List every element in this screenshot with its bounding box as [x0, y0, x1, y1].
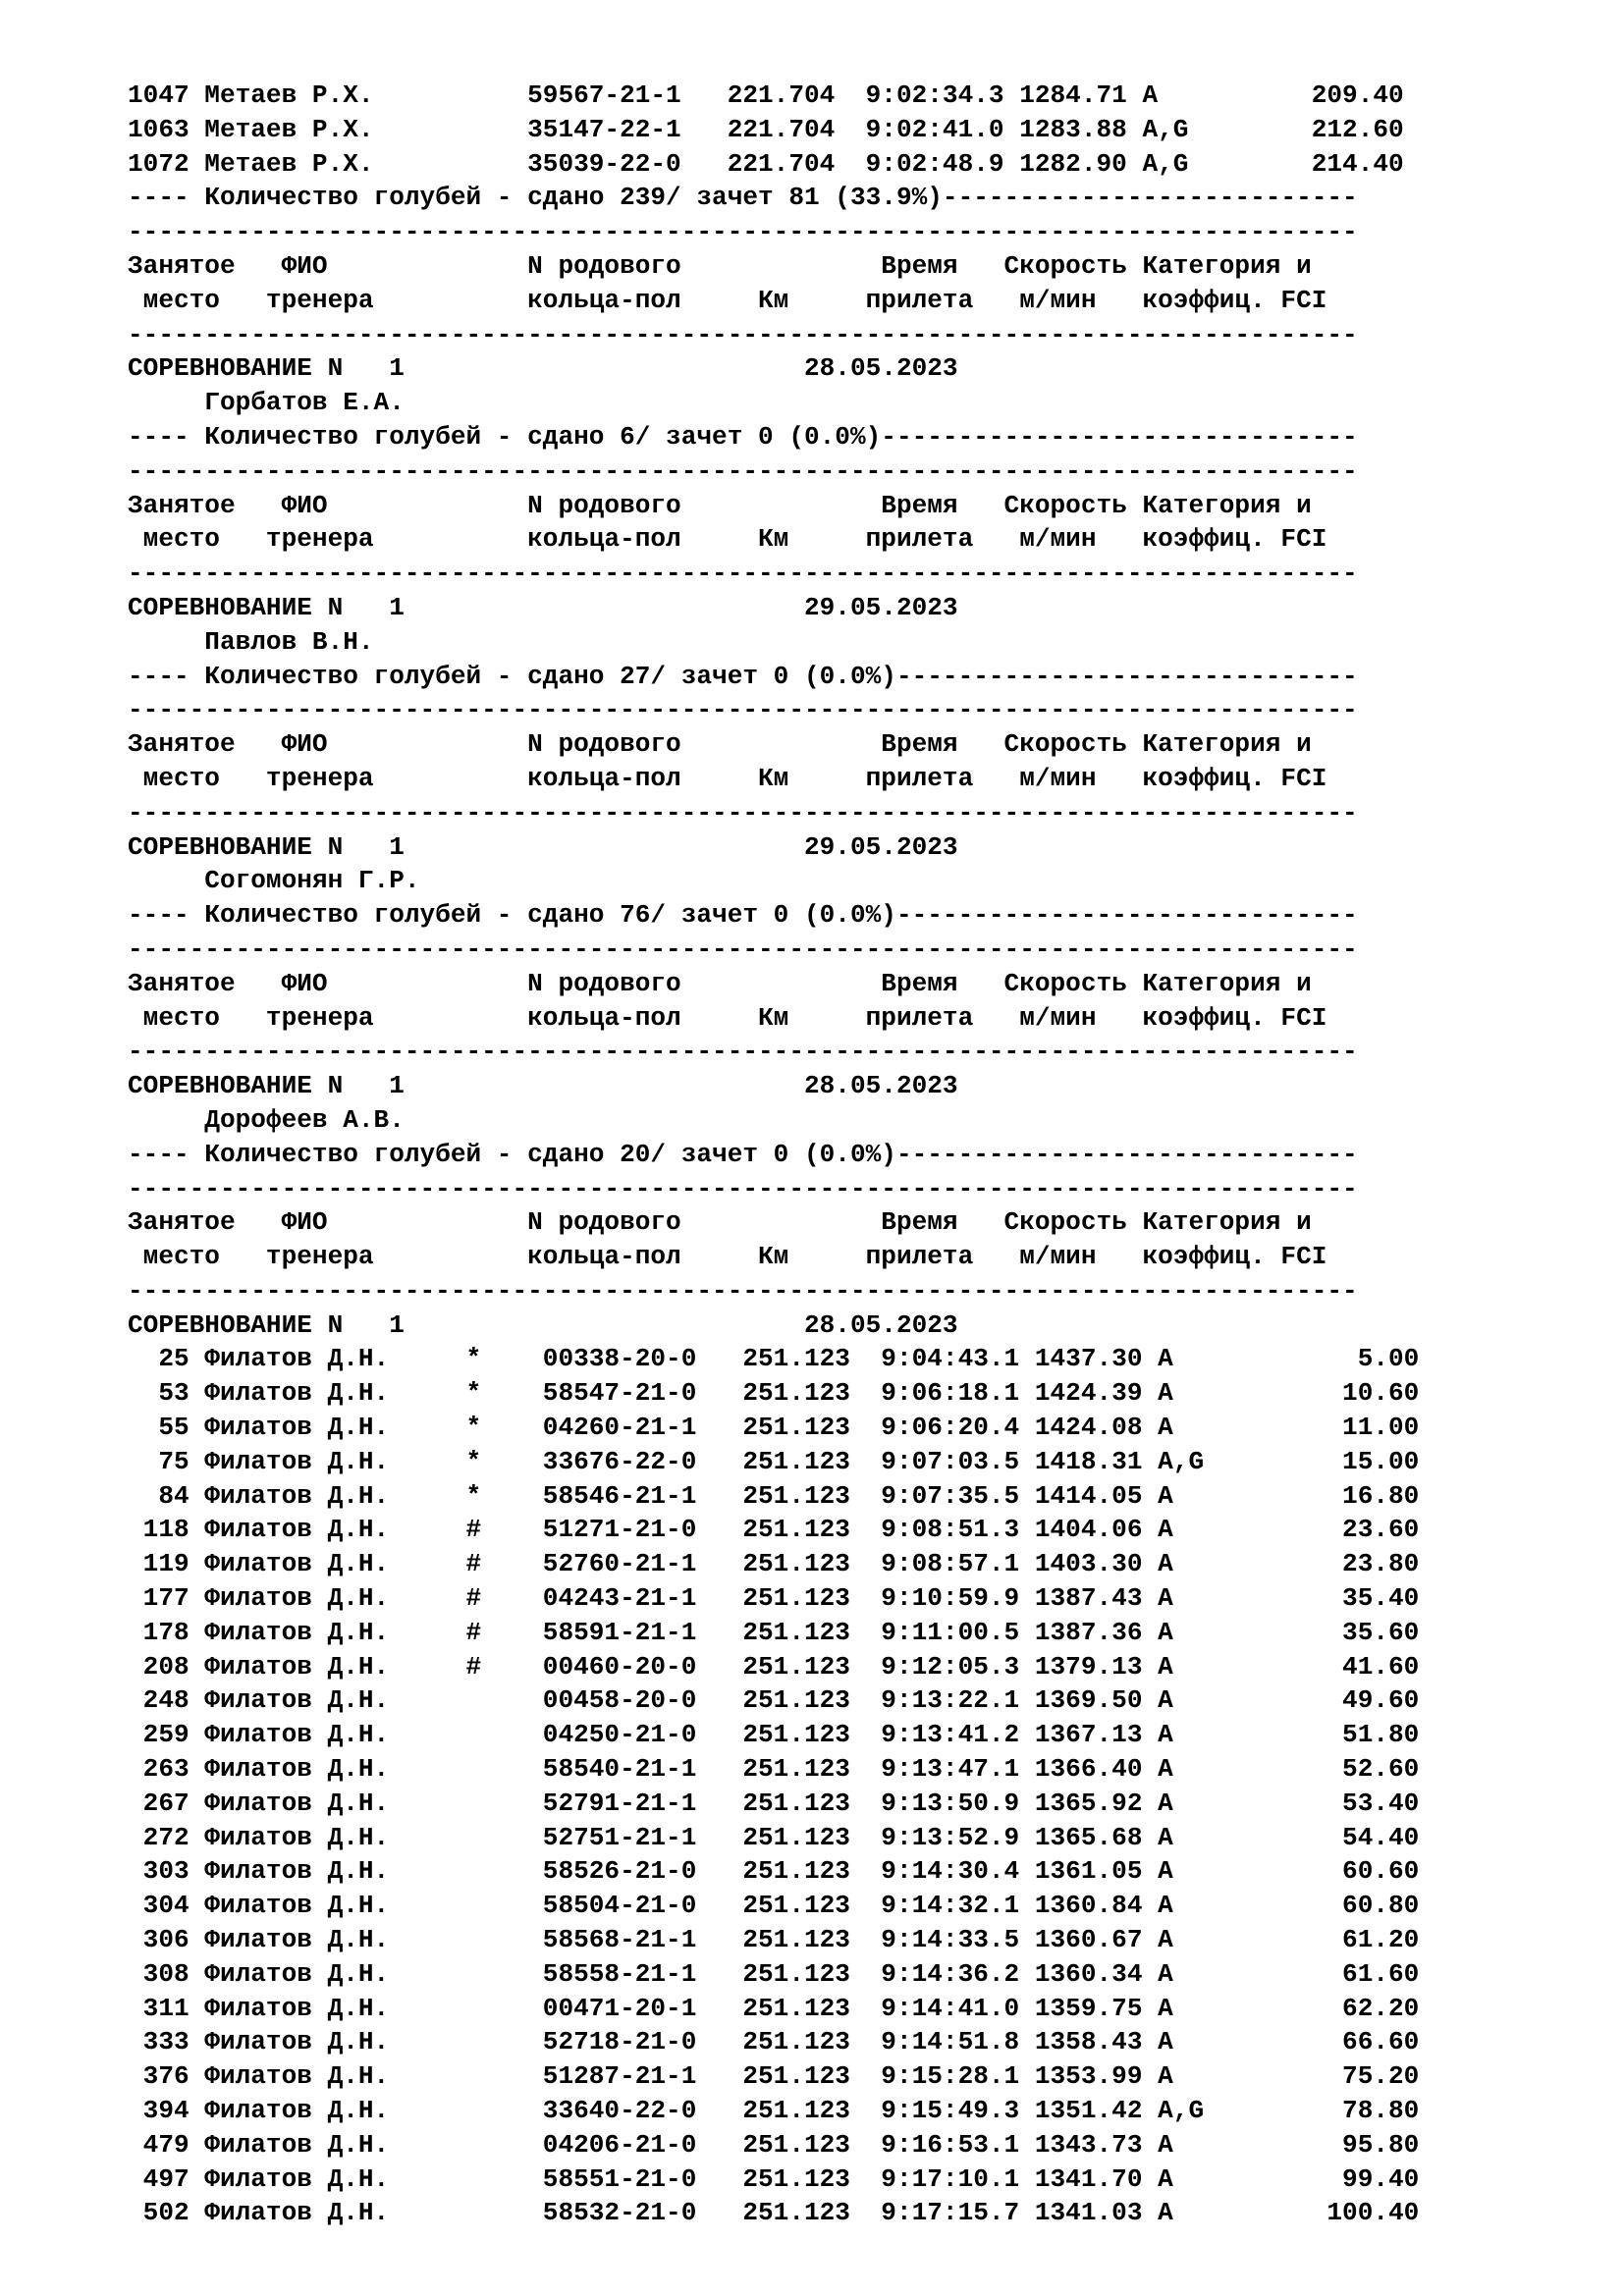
result-row: 376 Филатов Д.Н. 51287-21-1 251.123 9:15:28.1 1353.99 A 75.20 — [128, 2061, 1420, 2092]
table-header-line-1: Занятое ФИО N родового Время Скорость Категория и — [128, 1207, 1312, 1238]
result-row: 479 Филатов Д.Н. 04206-21-0 251.123 9:16:53.1 1343.73 A 95.80 — [128, 2129, 1420, 2160]
result-row: 53 Филатов Д.Н. * 58547-21-0 251.123 9:06:18.1 1424.39 A 10.60 — [128, 1378, 1420, 1409]
header-separator: -------------------------------------------------------------------------------- — [128, 797, 1358, 828]
competition-line: СОРЕВНОВАНИЕ N 1 28.05.2023 — [128, 353, 958, 384]
result-row: 303 Филатов Д.Н. 58526-21-0 251.123 9:14:30.4 1361.05 A 60.60 — [128, 1856, 1420, 1887]
trainer-name: Согомонян Г.Р. — [128, 866, 420, 896]
competition-line: СОРЕВНОВАНИЕ N 1 28.05.2023 — [128, 1071, 958, 1101]
result-row: 259 Филатов Д.Н. 04250-21-0 251.123 9:13:41.2 1367.13 A 51.80 — [128, 1720, 1420, 1750]
result-row: 177 Филатов Д.Н. # 04243-21-1 251.123 9:10:59.9 1387.43 A 35.40 — [128, 1583, 1420, 1614]
result-row: 263 Филатов Д.Н. 58540-21-1 251.123 9:13:47.1 1366.40 A 52.60 — [128, 1754, 1420, 1785]
result-row: 333 Филатов Д.Н. 52718-21-0 251.123 9:14:51.8 1358.43 A 66.60 — [128, 2027, 1420, 2057]
header-separator: -------------------------------------------------------------------------------- — [128, 1037, 1358, 1067]
result-row: 84 Филатов Д.Н. * 58546-21-1 251.123 9:07:35.5 1414.05 A 16.80 — [128, 1480, 1420, 1511]
result-row: 1063 Метаев Р.Х. 35147-22-1 221.704 9:02:41.0 1283.88 A,G 212.60 — [128, 114, 1404, 144]
result-row: 118 Филатов Д.Н. # 51271-21-0 251.123 9:08:51.3 1404.06 A 23.60 — [128, 1515, 1420, 1545]
pigeon-count-summary: ---- Количество голубей - сдано 239/ зачет 81 (33.9%)--------------------------- — [128, 183, 1358, 213]
pigeon-count-summary: ---- Количество голубей - сдано 20/ зачет 0 (0.0%)------------------------------ — [128, 1139, 1358, 1169]
header-separator: -------------------------------------------------------------------------------- — [128, 559, 1358, 589]
competition-line: СОРЕВНОВАНИЕ N 1 29.05.2023 — [128, 592, 958, 622]
trainer-name: Павлов В.Н. — [128, 626, 374, 657]
result-row: 502 Филатов Д.Н. 58532-21-0 251.123 9:17:15.7 1341.03 A 100.40 — [128, 2198, 1420, 2228]
table-header-line-1: Занятое ФИО N родового Время Скорость Категория и — [128, 250, 1312, 281]
trainer-name: Дорофеев А.В. — [128, 1104, 405, 1135]
table-header-line-2: место тренера кольца-пол Км прилета м/мин коэффиц. FCI — [128, 1002, 1327, 1033]
result-row: 304 Филатов Д.Н. 58504-21-0 251.123 9:14:32.1 1360.84 A 60.80 — [128, 1891, 1420, 1921]
competition-line: СОРЕВНОВАНИЕ N 1 29.05.2023 — [128, 831, 958, 862]
result-row: 394 Филатов Д.Н. 33640-22-0 251.123 9:15:49.3 1351.42 A,G 78.80 — [128, 2096, 1420, 2126]
table-header-line-1: Занятое ФИО N родового Время Скорость Категория и — [128, 968, 1312, 998]
pigeon-count-summary: ---- Количество голубей - сдано 27/ зачет 0 (0.0%)------------------------------ — [128, 661, 1358, 691]
table-header-line-1: Занятое ФИО N родового Время Скорость Категория и — [128, 490, 1312, 520]
result-row: 306 Филатов Д.Н. 58568-21-1 251.123 9:14:33.5 1360.67 A 61.20 — [128, 1925, 1420, 1955]
result-row: 308 Филатов Д.Н. 58558-21-1 251.123 9:14:36.2 1360.34 A 61.60 — [128, 1958, 1420, 1989]
result-row: 1072 Метаев Р.Х. 35039-22-0 221.704 9:02:48.9 1282.90 A,G 214.40 — [128, 148, 1404, 179]
table-header-line-2: место тренера кольца-пол Км прилета м/мин коэффиц. FCI — [128, 524, 1327, 555]
result-row: 248 Филатов Д.Н. 00458-20-0 251.123 9:13:22.1 1369.50 A 49.60 — [128, 1685, 1420, 1716]
pigeon-count-summary: ---- Количество голубей - сдано 6/ зачет 0 (0.0%)------------------------------- — [128, 421, 1358, 452]
result-row: 311 Филатов Д.Н. 00471-20-1 251.123 9:14:41.0 1359.75 A 62.20 — [128, 1993, 1420, 2023]
table-header-line-2: место тренера кольца-пол Км прилета м/мин коэффиц. FCI — [128, 285, 1327, 315]
header-separator: -------------------------------------------------------------------------------- — [128, 217, 1358, 247]
result-row: 267 Филатов Д.Н. 52791-21-1 251.123 9:13:50.9 1365.92 A 53.40 — [128, 1788, 1420, 1818]
result-row: 119 Филатов Д.Н. # 52760-21-1 251.123 9:08:57.1 1403.30 A 23.80 — [128, 1549, 1420, 1579]
result-row: 178 Филатов Д.Н. # 58591-21-1 251.123 9:11:00.5 1387.36 A 35.60 — [128, 1617, 1420, 1647]
result-row: 75 Филатов Д.Н. * 33676-22-0 251.123 9:07:03.5 1418.31 A,G 15.00 — [128, 1446, 1420, 1476]
header-separator: -------------------------------------------------------------------------------- — [128, 934, 1358, 964]
header-separator: -------------------------------------------------------------------------------- — [128, 319, 1358, 349]
race-results-report — [128, 79, 1419, 2230]
header-separator: -------------------------------------------------------------------------------- — [128, 695, 1358, 725]
table-header-line-2: место тренера кольца-пол Км прилета м/мин коэффиц. FCI — [128, 1242, 1327, 1272]
result-row: 55 Филатов Д.Н. * 04260-21-1 251.123 9:06:20.4 1424.08 A 11.00 — [128, 1413, 1420, 1443]
result-row: 272 Филатов Д.Н. 52751-21-1 251.123 9:13:52.9 1365.68 A 54.40 — [128, 1822, 1420, 1852]
table-header-line-2: место тренера кольца-пол Км прилета м/мин коэффиц. FCI — [128, 763, 1327, 793]
result-row: 497 Филатов Д.Н. 58551-21-0 251.123 9:17:10.1 1341.70 A 99.40 — [128, 2163, 1420, 2194]
result-row: 25 Филатов Д.Н. * 00338-20-0 251.123 9:04:43.1 1437.30 A 5.00 — [128, 1344, 1420, 1374]
header-separator: -------------------------------------------------------------------------------- — [128, 1275, 1358, 1306]
table-header-line-1: Занятое ФИО N родового Время Скорость Категория и — [128, 729, 1312, 760]
result-row: 1047 Метаев Р.Х. 59567-21-1 221.704 9:02:34.3 1284.71 A 209.40 — [128, 80, 1404, 110]
pigeon-count-summary: ---- Количество голубей - сдано 76/ зачет 0 (0.0%)------------------------------ — [128, 900, 1358, 931]
result-row: 208 Филатов Д.Н. # 00460-20-0 251.123 9:12:05.3 1379.13 A 41.60 — [128, 1651, 1420, 1682]
header-separator: -------------------------------------------------------------------------------- — [128, 455, 1358, 486]
header-separator: -------------------------------------------------------------------------------- — [128, 1173, 1358, 1203]
trainer-name: Горбатов Е.А. — [128, 388, 405, 418]
competition-line: СОРЕВНОВАНИЕ N 1 28.05.2023 — [128, 1309, 958, 1340]
